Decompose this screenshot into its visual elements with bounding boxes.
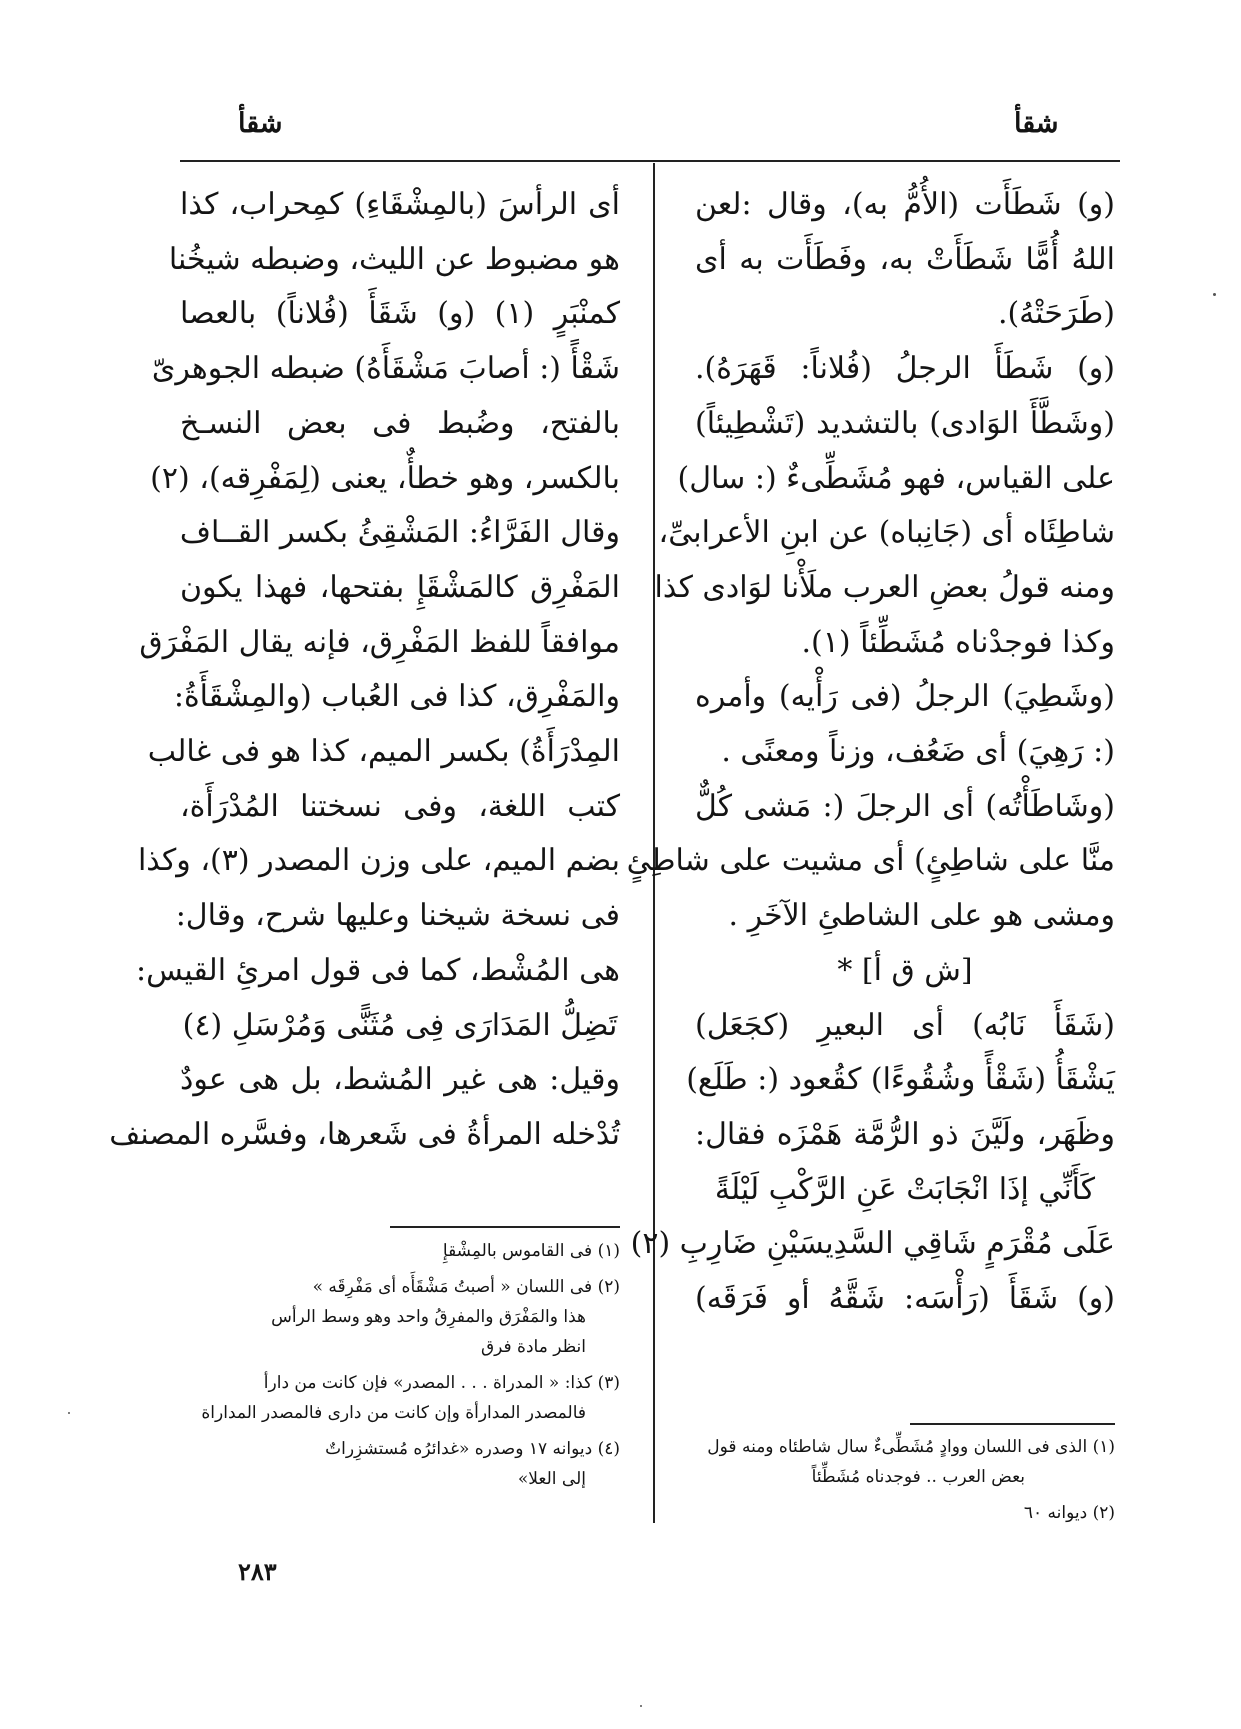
scan-speck xyxy=(1213,293,1216,296)
footnote-line: (١) الذى فى اللسان ووادٍ مُشَطِّىءٌ سال شاطئاه ومنه قول xyxy=(707,1437,1115,1457)
left-column xyxy=(109,178,620,1163)
text-line: هو مضبوط عن الليث، وضبطه شيخُنا xyxy=(168,241,620,277)
footnotes-right xyxy=(695,1432,1115,1534)
text-line: ومنه قولُ بعضِ العرب ملَأْنا لوَادى كذا xyxy=(654,569,1115,605)
verse-line: عَلَى مُقْرَمٍ شَاقِي السَّدِيسَيْنِ ضَارِبِ (٢) xyxy=(630,1226,1115,1262)
text-line: المَفْرِق كالمَشْقَإِ بفتحها، فهذا يكون xyxy=(180,569,620,605)
footnote-line: (٢) ديوانه ٦٠ xyxy=(1023,1503,1115,1523)
footnote-line: (٤) ديوانه ١٧ وصدره «غدائرُه مُستشزِراتٌ xyxy=(325,1439,620,1459)
text-line: منَّا على شاطِئٍ) أى مشيت على شاطِئٍ xyxy=(626,843,1115,879)
footnote xyxy=(180,1434,620,1494)
scan-speck xyxy=(68,1412,70,1414)
text-line: (و) شَطَأَ الرجلُ (فُلاناً: قَهَرَهُ). xyxy=(695,351,1115,387)
text-line: موافقاً للفظ المَفْرِق، فإنه يقال المَفْرَق xyxy=(139,624,620,660)
scan-speck xyxy=(640,1705,642,1707)
text-line: هى المُشْط، كما فى قول امرئِ القيس: xyxy=(135,952,620,988)
text-line: بضم الميم، على وزن المصدر (٣)، وكذا xyxy=(137,843,620,879)
text-line: (وشَطَّأَ الوَادى) بالتشديد (تَشْطِيئاً) xyxy=(695,405,1115,441)
text-line: (و) شَقَأَ (رَأْسَه: شَقَّهُ أو فَرَقَه) xyxy=(695,1281,1115,1317)
footnotes-left xyxy=(180,1236,620,1500)
header-rule xyxy=(180,160,1120,162)
text-line: (وشَطِيَ) الرجلُ (فى رَأْيه) وأمره xyxy=(695,679,1115,715)
verse-line: تَضِلُّ المَدَارَى فِى مُثَنًّى وَمُرْسَلِ (٤) xyxy=(182,1007,618,1043)
text-line: (شَقَأَ نَابُه) أى البعيرِ (كجَعَل) xyxy=(695,1007,1115,1043)
text-line: كتب اللغة، وفى نسختنا المُدْرَأَة، xyxy=(180,788,620,824)
text-line: كمنْبَرٍ (١) (و) شَقَأَ (فُلاناً) بالعصا xyxy=(180,296,620,332)
text-line: بالفتح، وضُبط فى بعض النسـخ xyxy=(180,405,620,441)
text-line: وظَهَر، ولَيَّنَ ذو الرُّمَّة هَمْزَه فقال: xyxy=(695,1116,1115,1152)
right-column xyxy=(626,178,1115,1327)
text-line: وكذا فوجدْناه مُشَطِّئاً (١). xyxy=(801,624,1115,660)
footnote-line: إلى العلا» xyxy=(517,1469,586,1489)
footnote-line: هذا والمَفْرَق والمفرِقُ واحد وهو وسط الرأس xyxy=(271,1307,586,1327)
footnote xyxy=(180,1272,620,1362)
text-line: على القياس، فهو مُشَطِّىءٌ (: سال) xyxy=(677,460,1115,496)
footnote-line: انظر مادة فرق xyxy=(480,1337,586,1357)
text-line: بالكسر، وهو خطأٌ، يعنى (لِمَفْرِقه)، (٢) xyxy=(150,460,620,496)
text-line: (: رَهِيَ) أى ضَعُف، وزناً ومعنًى . xyxy=(721,734,1115,770)
footnote-line: فالمصدر المدارأة وإن كانت من دارى فالمصدر المداراة xyxy=(201,1403,586,1423)
text-line: شَقْأً (: أصابَ مَشْقَأَهُ) ضبطه الجوهرىّ xyxy=(151,351,620,387)
text-line: فى نسخة شيخنا وعليها شرح، وقال: xyxy=(175,898,620,934)
footnote xyxy=(180,1368,620,1428)
footnote-line: (١) فى القاموس بالمِشْقإِ xyxy=(442,1241,620,1261)
footnote xyxy=(695,1432,1115,1492)
text-line: شاطِئَاه أى (جَانِباه) عن ابنِ الأعرابىِّ، xyxy=(658,515,1115,551)
entry-heading: [ش ق أ] * xyxy=(837,952,973,988)
running-head-left: شقأ xyxy=(238,108,283,139)
text-line: أى الرأسَ (بالمِشْقَاءِ) كمِحراب، كذا xyxy=(180,187,620,222)
text-line: وقيل: هى غير المُشط، بل هى عودٌ xyxy=(180,1062,620,1098)
verse-line: كَأَنِّي إذَا انْجَابَتْ عَنِ الرَّكْبِ لَيْلَةً xyxy=(714,1171,1096,1207)
text-line: (وشَاطَأْتُه) أى الرجلَ (: مَشى كُلٌّ xyxy=(695,788,1115,824)
running-head-right: شقأ xyxy=(1014,108,1059,139)
text-line: يَشْقَأُ (شَقْأً وشُقُوءًا) كقُعود (: طَلَع) xyxy=(686,1062,1115,1098)
footnote xyxy=(695,1498,1115,1528)
text-line: (و) شَطَأَت (الأُمُّ به)، وقال :لعن xyxy=(695,187,1115,222)
text-line: ومشى هو على الشاطئِ الآخَرِ . xyxy=(728,898,1115,934)
page-number: ٢٨٣ xyxy=(238,1557,277,1586)
footnote-line: (٣) كذا: « المدراة . . . المصدر» فإن كانت من دارأ xyxy=(263,1373,620,1393)
text-line: (طَرَحَتْهُ). xyxy=(997,296,1115,332)
footnote-line: بعض العرب .. فوجدناه مُشَطِّئاً xyxy=(811,1467,1025,1487)
text-line: والمَفْرِق، كذا فى العُباب (والمِشْقَأَةُ: xyxy=(173,679,620,715)
text-line: تُدْخله المرأةُ فى شَعرها، وفسَّره المصنف xyxy=(109,1116,620,1152)
text-line: اللهُ أُمًّا شَطَأَتْ به، وفَطَأَت به أى xyxy=(695,241,1115,277)
footnote-line: (٢) فى اللسان « أصبتُ مَشْقَأَه أى مَفْرِقَه » xyxy=(312,1277,620,1297)
text-line: المِدْرَأَةُ) بكسر الميم، كذا هو فى غالب xyxy=(147,734,620,770)
text-line: وقال الفَرَّاءُ: المَشْقِئُ بكسر القــاف xyxy=(179,515,620,551)
footnote-rule-right xyxy=(910,1423,1115,1425)
footnote xyxy=(180,1236,620,1266)
footnote-rule-left xyxy=(390,1226,620,1228)
